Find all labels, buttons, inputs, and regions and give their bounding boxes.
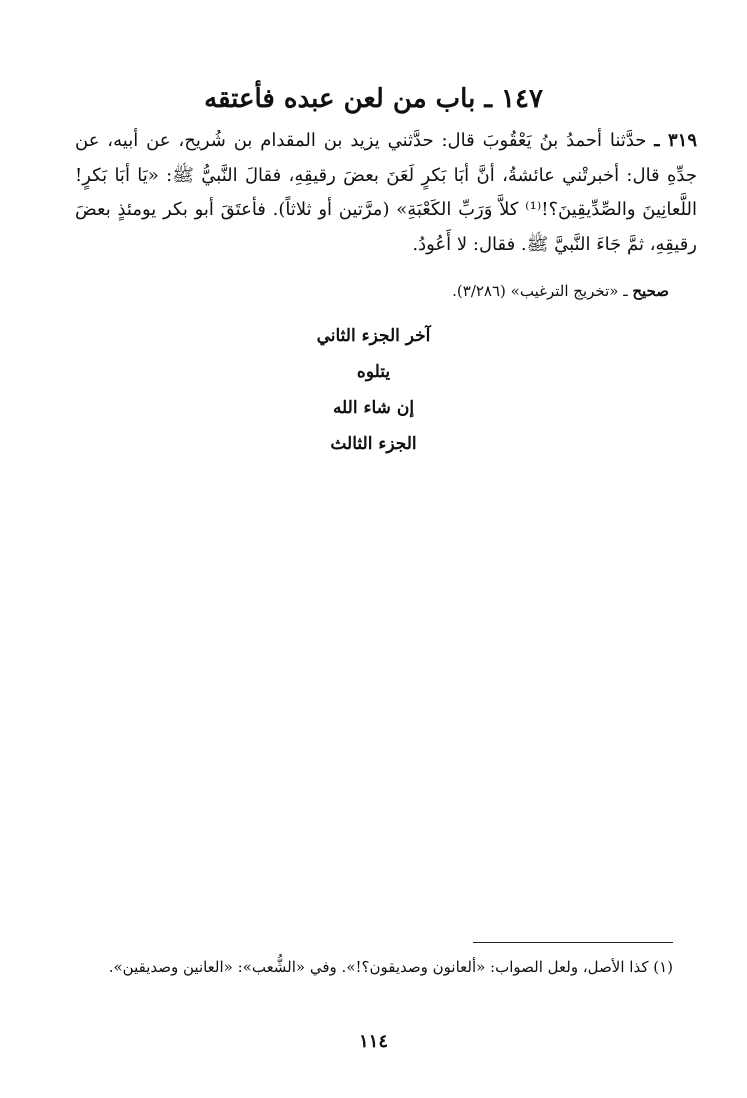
footnote-divider bbox=[473, 942, 673, 943]
chapter-title: ١٤٧ ـ باب من لعن عبده فأعتقه bbox=[204, 84, 543, 114]
hadith-number: ٣١٩ ـ bbox=[654, 130, 697, 151]
footnote: (١) كذا الأصل، ولعل الصواب: «ألعانون وصديقون؟!». وفي «الشُّعب»: «العانين وصديقين». bbox=[108, 958, 673, 976]
closing-line-4: الجزء الثالث bbox=[330, 434, 417, 454]
hadith-paragraph bbox=[75, 124, 697, 262]
hadith-text: حدَّثنا أحمدُ بنُ يَعْقُوبَ قال: حدَّثني يزيد بن المقدام بن شُريح، عن أبيه، عن جدِّهِ قال: أخبرتْني عائشةُ، أنَّ أبَا بَكرٍ لَعَنَ بعضَ رقيقِهِ، فقالَ النَّبيُّ ﷺ: «يَا أبَا بَكرٍ! اللَّعانِينَ والصِّدِّيقِينَ؟!⁽¹⁾ كلاَّ وَرَبِّ الكَعْبَةِ» (مرَّتين أو ثلاثاً). فأعتَقَ أبو بكر يومئذٍ بعضَ رقيقِهِ، ثمَّ جَاءَ النَّبيَّ ﷺ. فقال: لا أَعُودُ. bbox=[75, 130, 697, 255]
closing-line-1: آخر الجزء الثاني bbox=[316, 326, 431, 346]
grade-reference: ـ «تخريج الترغيب» (٣/٢٨٦). bbox=[452, 282, 633, 300]
volume-end-note bbox=[0, 318, 747, 462]
hadith-grade bbox=[75, 278, 669, 304]
grade-label: صحيح bbox=[632, 282, 669, 300]
closing-line-3: إن شاء الله bbox=[332, 398, 415, 418]
closing-line-2: يتلوه bbox=[356, 362, 391, 382]
page-number: ١١٤ bbox=[358, 1031, 388, 1052]
